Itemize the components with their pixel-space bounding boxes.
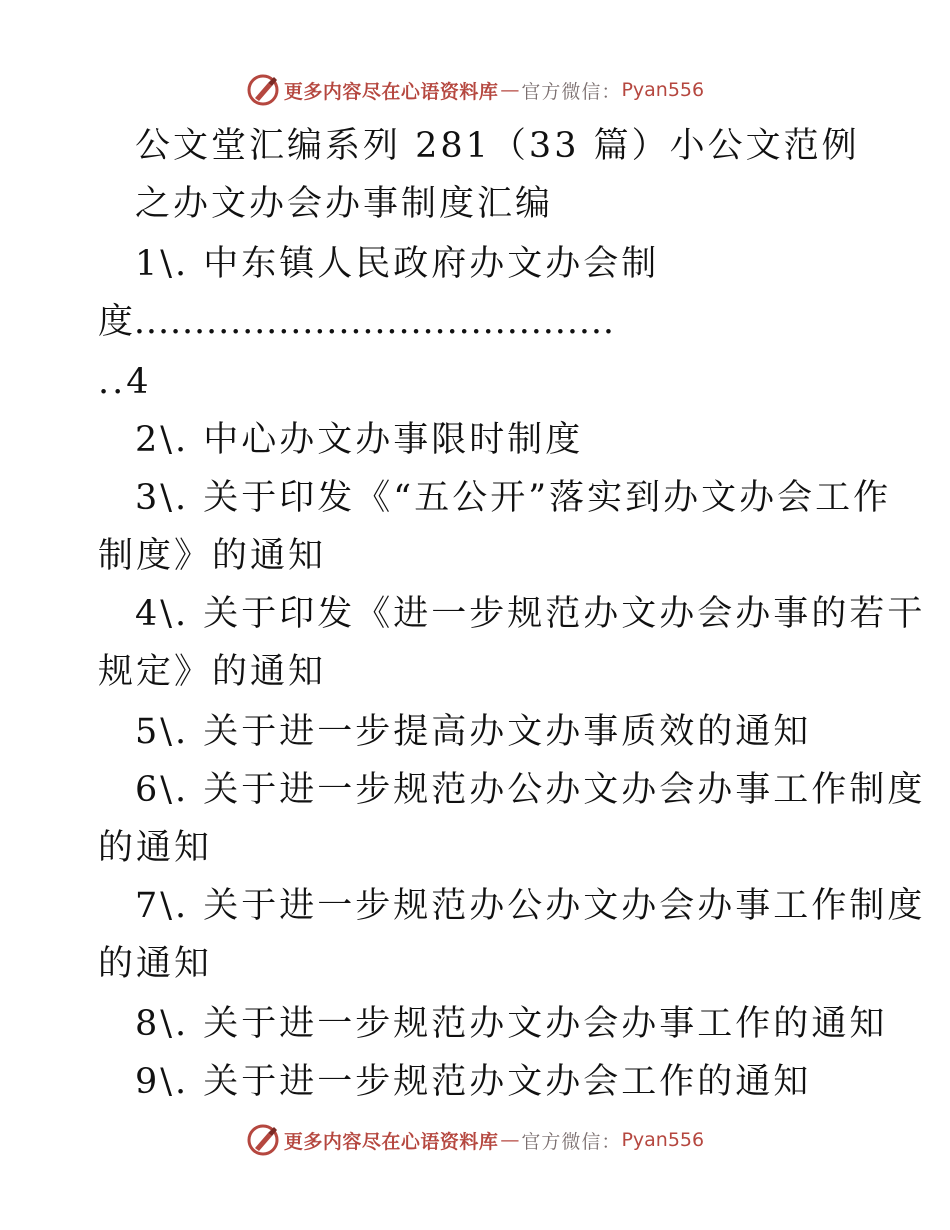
toc-item-9: 9\. 关于进一步规范办文办会工作的通知: [135, 1062, 812, 1102]
toc-item-8: 8\. 关于进一步规范办文办会办事工作的通知: [135, 1004, 888, 1044]
banner-dash: —: [500, 79, 520, 101]
toc-item-1-line-1: 1\. 中东镇人民政府办文办会制: [135, 244, 660, 284]
watermark-banner-bottom: [0, 1120, 950, 1160]
banner-sub-text: 官方微信：: [521, 1130, 622, 1153]
banner-wechat-id: Pyan556: [621, 1129, 705, 1151]
banner-sub-text: 官方微信：: [521, 80, 622, 103]
toc-item-6-line-1: 6\. 关于进一步规范办公办文办会办事工作制度: [135, 770, 926, 810]
toc-item-6-line-2: 的通知: [98, 828, 213, 868]
watermark-banner-top: [0, 70, 950, 110]
toc-item-1-page: ..4: [98, 362, 152, 402]
banner-main-text: 更多内容尽在心语资料库: [283, 1130, 499, 1153]
pen-logo-icon: [246, 73, 280, 107]
title-line-2: 之办文办会办事制度汇编: [135, 184, 554, 224]
toc-item-7-line-1: 7\. 关于进一步规范办公办文办会办事工作制度: [135, 886, 926, 926]
toc-item-7-line-2: 的通知: [98, 944, 213, 984]
title-line-1: 公文堂汇编系列 281（33 篇）小公文范例: [135, 126, 860, 166]
banner-dash: —: [500, 1129, 520, 1151]
banner-main-text: 更多内容尽在心语资料库: [283, 80, 499, 103]
toc-item-3-line-2: 制度》的通知: [98, 536, 327, 576]
toc-item-1-line-2: 度........................................: [98, 302, 615, 342]
banner-wechat-id: Pyan556: [621, 79, 705, 101]
toc-item-3-line-1: 3\. 关于印发《“五公开”落实到办文办会工作: [135, 478, 892, 518]
toc-item-4-line-2: 规定》的通知: [98, 652, 327, 692]
pen-logo-icon: [246, 1123, 280, 1157]
toc-item-5: 5\. 关于进一步提高办文办事质效的通知: [135, 712, 812, 752]
toc-item-2: 2\. 中心办文办事限时制度: [135, 420, 584, 460]
toc-item-4-line-1: 4\. 关于印发《进一步规范办文办会办事的若干: [135, 594, 926, 634]
